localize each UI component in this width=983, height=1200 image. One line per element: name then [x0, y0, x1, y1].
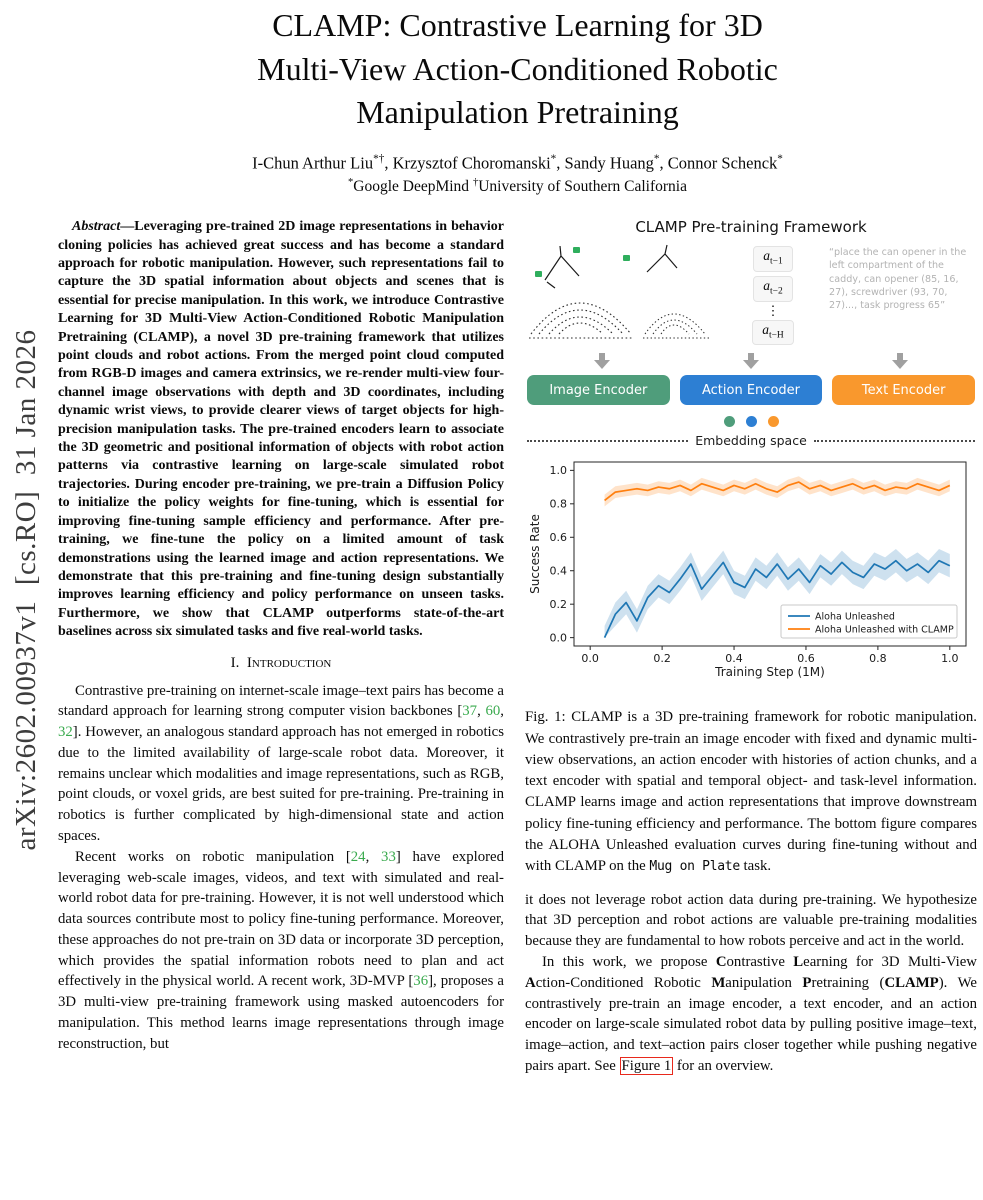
action-token: ⋮ — [766, 302, 780, 318]
camera-icon — [535, 247, 630, 277]
dotted-line — [527, 440, 688, 442]
arxiv-banner: arXiv:2602.00937v1 [cs.RO] 31 Jan 2026 — [10, 329, 42, 851]
superscript: *† — [373, 152, 385, 165]
author-list: I-Chun Arthur Liu*†, Krzysztof Choromanski*, Sandy Huang*, Connor Schenck* — [252, 152, 783, 173]
dotted-line — [814, 440, 975, 442]
title-line: Multi-View Action-Conditioned Robotic — [257, 50, 778, 87]
embedding-dot — [746, 416, 757, 427]
body-paragraph-continuation: it does not leverage robot action data during pre-training. We hypothesize that 3D perception and robot actions are valuable pre-training modalities because they are fundamental to how robots perceive and act in the world. — [525, 891, 977, 950]
embedding-dot — [724, 416, 735, 427]
superscript: * — [550, 152, 557, 165]
intro-paragraph-1: Contrastive pre-training on internet-scale image–text pairs has become a standard approach for learning strong computer vision backbones [37, 60, 32]. However, an analogous standard approach has not emerged in robotics due to the limited availability of large-scale robot data. Moreover, it remains unclear which modalities and image representations, such as RGB, point clouds, or voxel grids, are best suited for pre-training. Pre-training in robotics is further complicated by high-dimensional state and action spaces. — [58, 682, 504, 845]
svg-text:1.0: 1.0 — [549, 464, 567, 478]
superscript: † — [472, 177, 479, 189]
citation-link[interactable]: 60 — [485, 703, 501, 720]
inline-code: Mug on Plate — [649, 859, 740, 875]
text-encoder-box: Text Encoder — [832, 375, 975, 405]
figure-1 — [525, 218, 977, 695]
section-number: I. — [230, 654, 240, 671]
intro-paragraph-2: Recent works on robotic manipulation [24, 33] have explored leveraging web-scale images, videos, and text with simulated and real-world robot data for pre-training. However, it is not well understood which data sources contribute most to policy fine-tuning performance. Moreover, these approaches do not pre-train on 3D data or incorporate 3D perception, which provides the spatial information robots need to plan and act effectively in the physical world. A recent work, 3D-MVP [36], proposes a 3D multi-view pre-training framework using masked autoencoders for manipulation. This method learns image representations through image reconstruction, but — [58, 848, 504, 1052]
svg-text:Success Rate: Success Rate — [528, 514, 542, 595]
action-token: $a_{t-H}$ — [752, 320, 794, 346]
title-line: CLAMP: Contrastive Learning for 3D — [272, 7, 763, 43]
action-token: $a_{t-1}$ — [753, 246, 793, 272]
svg-text:0.4: 0.4 — [725, 652, 743, 666]
citation-link[interactable]: 24 — [350, 848, 366, 865]
action-encoder-box: Action Encoder — [680, 375, 823, 405]
svg-text:0.2: 0.2 — [653, 652, 671, 666]
two-column-body — [58, 218, 977, 1076]
svg-text:Aloha Unleashed with CLAMP: Aloha Unleashed with CLAMP — [815, 624, 954, 636]
embedding-dot — [768, 416, 779, 427]
encoder-row — [527, 375, 975, 405]
superscript: * — [777, 152, 783, 165]
paper-header — [58, 4, 977, 196]
embedding-dots — [527, 416, 975, 427]
image-encoder-box: Image Encoder — [527, 375, 670, 405]
svg-text:Training Step (1M): Training Step (1M) — [715, 665, 825, 680]
paper-title — [58, 4, 977, 135]
embedding-space-divider — [527, 433, 975, 448]
svg-text:0.0: 0.0 — [581, 652, 599, 666]
down-arrow-icon — [890, 353, 910, 370]
action-chunk-list — [723, 242, 823, 347]
encoder-inputs-row — [527, 242, 975, 347]
svg-text:0.6: 0.6 — [797, 652, 815, 666]
title-line: Manipulation Pretraining — [356, 94, 679, 131]
figure-1-caption: Fig. 1: CLAMP is a 3D pre-training framework for robotic manipulation. We contrastively pre-train an image encoder with fixed and dynamic multi-view observations, an action encoder with histories of action chunks, and a text encoder with spatial and temporal object- and task-level information. CLAMP learns image and action representations that improve downstream policy fine-tuning efficiency and performance. The bottom figure compares the ALOHA Unleashed evaluation curves during fine-tuning without and with CLAMP on the Mug on Plate task. — [525, 709, 977, 875]
citation-link[interactable]: 33 — [381, 848, 396, 865]
body-paragraph-proposal: In this work, we propose Contrastive Learning for 3D Multi-View Action-Conditioned Robotic Manipulation Pretraining (CLAMP). We contrastively pre-train an image encoder, a text encoder, and an action encoder on large-scale simulated robot data by pulling positive image–text, image–action, and text–action pairs closer together while pushing negative pairs apart. See Figure 1 for an overview. — [525, 953, 977, 1074]
svg-text:0.8: 0.8 — [869, 652, 887, 666]
pointcloud-illustration — [527, 242, 717, 342]
svg-text:0.0: 0.0 — [549, 631, 567, 645]
down-arrow-icon — [741, 353, 761, 370]
down-arrow-icon — [592, 353, 612, 370]
figure-reference-link[interactable]: Figure 1 — [621, 1057, 672, 1074]
svg-text:0.8: 0.8 — [549, 497, 567, 511]
citation-link[interactable]: 36 — [413, 973, 429, 990]
section-heading-introduction — [58, 655, 504, 672]
svg-text:0.6: 0.6 — [549, 531, 567, 545]
text-input-snippet: “place the can opener in the left compartment of the caddy, can opener (85, 16, 27), screwdriver (93, 70, 27)..., task progress 65” — [829, 247, 967, 312]
svg-text:0.4: 0.4 — [549, 564, 567, 578]
svg-text:Aloha Unleashed: Aloha Unleashed — [815, 611, 895, 623]
section-title: Introduction — [246, 654, 332, 671]
right-column — [525, 218, 977, 1076]
superscript: * — [348, 177, 354, 189]
superscript: * — [653, 152, 660, 165]
citation-link[interactable]: 37 — [462, 703, 478, 720]
svg-text:0.2: 0.2 — [549, 598, 567, 612]
encoder-arrows — [527, 353, 975, 370]
success-rate-chart — [527, 454, 975, 695]
citation-link[interactable]: 32 — [58, 724, 73, 741]
left-column — [58, 218, 504, 1076]
action-token: $a_{t-2}$ — [753, 276, 793, 302]
svg-text:1.0: 1.0 — [941, 652, 959, 666]
pointcloud-observations-image — [527, 242, 717, 347]
affiliation-line: *Google DeepMind †University of Southern California — [348, 177, 687, 196]
abstract: Abstract—Leveraging pre-trained 2D image representations in behavior cloning policies has achieved great success and has become a standard approach for robotic manipulation. However, such representations fail to capture the 3D spatial information about objects and scenes that is essential for precise manipulation. In this work, we introduce Contrastive Learning for 3D Multi-View Action-Conditioned Robotic Manipulation Pretraining (CLAMP), a novel 3D pre-training framework that utilizes point clouds and robot actions. From the merged point cloud computed from RGB-D images and camera extrinsics, we re-render multi-view four-channel image observations with depth and 3D coordinates, including dynamic wrist views, to provide clearer views of target objects for high-precision manipulation tasks. The pre-trained encoders learn to associate the 3D geometric and positional information of objects with robot action patterns via contrastive learning on large-scale simulated robot trajectories. During encoder pre-training, we pre-train a Diffusion Policy to initialize the policy weights for fine-tuning, which is essential for improving fine-tuning sample efficiency and performance. After pre-training, we fine-tune the policy on a limited amount of task demonstrations using the learned image and action representations. We demonstrate that this pre-training and fine-tuning design substantially improves learning efficiency and policy performance on unseen tasks. Furthermore, we show that CLAMP outperforms state-of-the-art baselines across six simulated tasks and five real-world tasks. — [58, 219, 504, 640]
embedding-space-label: Embedding space — [695, 433, 807, 449]
framework-title: CLAMP Pre-training Framework — [635, 218, 867, 237]
